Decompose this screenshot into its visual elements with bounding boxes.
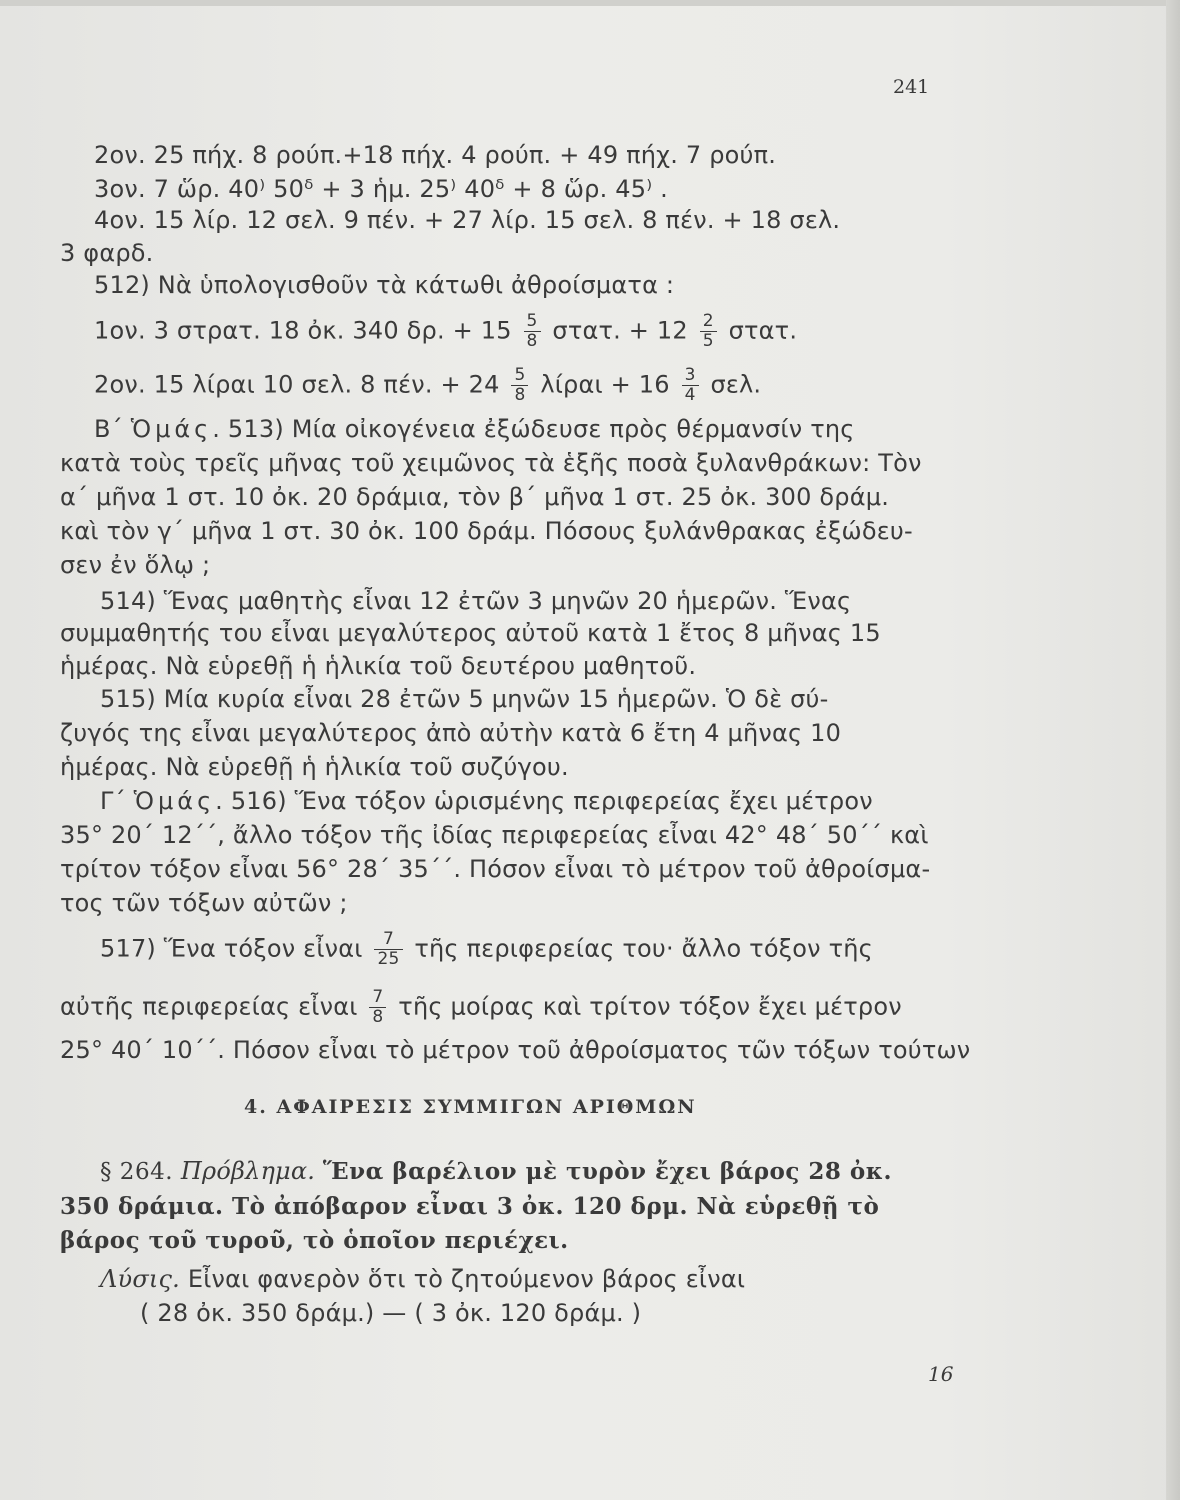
text-line: 3ον. 7 ὥρ. 40⁾ 50ᵟ + 3 ἡμ. 25⁾ 40ᵟ + 8 ὥρ. 45⁾ .	[94, 175, 668, 203]
text-line: συμμαθητής του εἶναι μεγαλύτερος αὐτοῦ κατὰ 1 ἔτος 8 μῆνας 15	[60, 619, 881, 647]
page-number: 241	[893, 76, 930, 98]
page-right-edge	[1166, 0, 1180, 1500]
text-segment: Ἕνα βαρέλιον μὲ τυρὸν ἔχει βάρος 28 ὀκ.	[322, 1158, 892, 1185]
text-segment: σελ.	[710, 370, 762, 399]
text-segment: στατ.	[728, 316, 798, 345]
text-line-with-fractions	[100, 930, 873, 969]
text-line: 25° 40΄ 10΄΄. Πόσον εἶναι τὸ μέτρον τοῦ ἀθροίσματος τῶν τόξων τούτων	[60, 1036, 971, 1064]
text-line: ( 28 ὀκ. 350 δράμ.) — ( 3 ὀκ. 120 δράμ. )	[140, 1299, 642, 1327]
text-segment: τῆς μοίρας καὶ τρίτον τόξον ἔχει μέτρον	[398, 992, 902, 1021]
text-segment: 2ον. 15 λίραι 10 σελ. 8 πέν. + 24	[94, 370, 500, 399]
fraction-numerator: 3	[684, 365, 696, 385]
text-line: ἡμέρας. Νὰ εὑρεθῇ ἡ ἡλικία τοῦ δευτέρου μαθητοῦ.	[60, 652, 697, 680]
fraction-numerator: 7	[382, 929, 394, 949]
spaced-term: Ὁμάς	[130, 415, 213, 443]
fraction-numerator: 2	[702, 311, 714, 331]
fraction-denominator: 4	[682, 385, 699, 405]
text-line: τρίτον τόξον εἶναι 56° 28΄ 35΄΄. Πόσον εἶναι τὸ μέτρον τοῦ ἀθροίσμα-	[60, 855, 931, 883]
text-line: καὶ τὸν γ΄ μῆνα 1 στ. 30 ὀκ. 100 δράμ. Πόσους ξυλάνθρακας ἐξώδευ-	[60, 517, 913, 545]
text-line: κατὰ τοὺς τρεῖς μῆνας τοῦ χειμῶνος τὰ ἑξῆς ποσὰ ξυλανθράκων: Τὸν	[60, 449, 922, 477]
text-line: 35° 20΄ 12΄΄, ἄλλο τόξον τῆς ἰδίας περιφερείας εἶναι 42° 48΄ 50΄΄ καὶ	[60, 821, 929, 849]
text-line: 3 φαρδ.	[60, 239, 154, 267]
text-line: 512) Νὰ ὑπολογισθοῦν τὰ κάτωθι ἀθροίσματα :	[94, 271, 675, 299]
text-line: 514) Ἕνας μαθητὴς εἶναι 12 ἐτῶν 3 μηνῶν 20 ἡμερῶν. Ἕνας	[100, 587, 852, 615]
text-line: α΄ μῆνα 1 στ. 10 ὀκ. 20 δράμια, τὸν β΄ μῆνα 1 στ. 25 ὀκ. 300 δράμ.	[60, 483, 890, 511]
text-segment: στατ. + 12	[552, 316, 688, 345]
section-heading: 4. ΑΦΑΙΡΕΣΙΣ ΣΥΜΜΙΓΩΝ ΑΡΙΘΜΩΝ	[244, 1096, 697, 1118]
problem-statement-line	[100, 1156, 892, 1187]
fraction	[700, 312, 717, 351]
text-segment: λίραι + 16	[540, 370, 670, 399]
text-segment: Εἶναι φανερὸν ὅτι τὸ ζητούμενον βάρος εἶναι	[187, 1265, 746, 1293]
solution-label: Λύσις.	[100, 1265, 180, 1293]
fraction	[369, 988, 386, 1027]
problem-statement-line: βάρος τοῦ τυροῦ, τὸ ὁποῖον περιέχει.	[60, 1227, 569, 1254]
fraction-numerator: 5	[526, 311, 538, 331]
text-line: τος τῶν τόξων αὐτῶν ;	[60, 889, 348, 917]
text-line: ἡμέρας. Νὰ εὑρεθῇ ἡ ἡλικία τοῦ συζύγου.	[60, 753, 569, 781]
signature-number: 16	[928, 1362, 954, 1386]
text-line: 2ον. 25 πήχ. 8 ρούπ.+18 πήχ. 4 ρούπ. + 49 πήχ. 7 ρούπ.	[94, 141, 777, 169]
text-line: σεν ἐν ὅλῳ ;	[60, 551, 211, 579]
fraction-denominator: 5	[700, 331, 717, 351]
text-line-with-fractions	[60, 988, 902, 1027]
fraction-numerator: 7	[372, 987, 384, 1007]
fraction-denominator: 8	[511, 385, 528, 405]
text-line: 515) Μία κυρία εἶναι 28 ἐτῶν 5 μηνῶν 15 ἡμερῶν. Ὁ δὲ σύ-	[100, 685, 829, 713]
text-line-with-fractions	[94, 366, 761, 405]
fraction-denominator: 25	[374, 949, 402, 969]
solution-line	[100, 1264, 745, 1294]
text-segment: . 513) Μία οἰκογένεια ἐξώδευσε πρὸς θέρμανσίν της	[212, 415, 855, 443]
text-segment: Γ΄	[100, 787, 126, 815]
text-line: 4ον. 15 λίρ. 12 σελ. 9 πέν. + 27 λίρ. 15 σελ. 8 πέν. + 18 σελ.	[94, 206, 841, 234]
text-line-with-fractions	[94, 312, 797, 351]
text-segment: . 516) Ἕνα τόξον ὡρισμένης περιφερείας ἔχει μέτρον	[215, 787, 873, 815]
fraction	[524, 312, 541, 351]
text-segment: 517) Ἕνα τόξον εἶναι	[100, 934, 363, 963]
text-segment: 1ον. 3 στρατ. 18 ὀκ. 340 δρ. + 15	[94, 316, 512, 345]
fraction	[511, 366, 528, 405]
text-line	[94, 414, 855, 444]
fraction	[682, 366, 699, 405]
section-number: § 264.	[100, 1159, 174, 1185]
fraction-numerator: 5	[514, 365, 526, 385]
text-segment: Β΄	[94, 415, 123, 443]
text-line	[100, 786, 873, 816]
problem-label: Πρόβλημα.	[180, 1157, 316, 1185]
fraction-denominator: 8	[524, 331, 541, 351]
text-segment: τῆς περιφερείας του· ἄλλο τόξον τῆς	[414, 934, 873, 963]
text-segment: αὐτῆς περιφερείας εἶναι	[60, 992, 358, 1021]
text-line: ζυγός της εἶναι μεγαλύτερος ἀπὸ αὐτὴν κατὰ 6 ἔτη 4 μῆνας 10	[60, 719, 842, 747]
fraction-denominator: 8	[369, 1007, 386, 1027]
page-top-edge	[0, 0, 1180, 6]
spaced-term: Ὁμάς	[133, 787, 216, 815]
fraction	[374, 930, 402, 969]
problem-statement-line: 350 δράμια. Τὸ ἀπόβαρον εἶναι 3 ὀκ. 120 δρμ. Νὰ εὑρεθῇ τὸ	[60, 1193, 880, 1220]
